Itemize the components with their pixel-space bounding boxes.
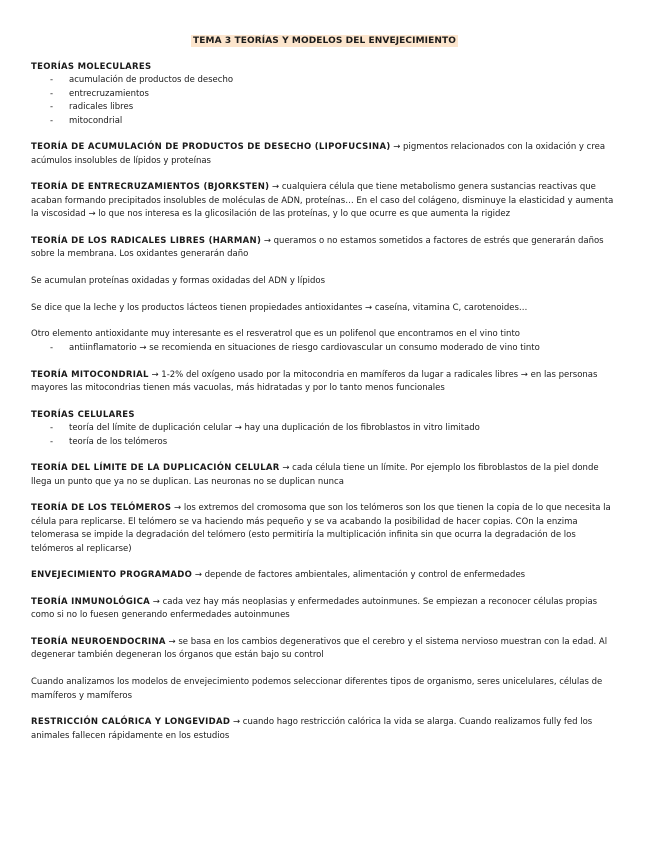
list-item: - teoría de los telómeros	[31, 436, 615, 449]
text-free-radicals: → queramos o no estamos sometidos a factores de estrés que generarán daños sobre la membrana. Los oxidantes generarán daño	[31, 235, 604, 260]
list-item: - antiinflamatorio → se recomienda en situaciones de riesgo cardiovascular un consumo moderado de vino tinto	[31, 342, 615, 355]
paragraph-immunological	[31, 596, 615, 623]
list-item: - teoría del límite de duplicación celular → hay una duplicación de los fibroblastos in vitro limitado	[31, 422, 615, 435]
heading-cellular-theories: TEORÍAS CELULARES	[31, 409, 135, 420]
list-item: - entrecruzamientos	[31, 88, 615, 101]
paragraph-duplication-limit	[31, 462, 615, 489]
term-lipofuscin: TEORÍA DE ACUMULACIÓN DE PRODUCTOS DE DESECHO (LIPOFUCSINA)	[31, 142, 391, 153]
term-duplication-limit: TEORÍA DEL LÍMITE DE LA DUPLICACIÓN CELULAR	[31, 463, 280, 474]
molecular-theories-list	[31, 74, 615, 128]
paragraph-mitochondrial	[31, 369, 615, 396]
heading-molecular-theories: TEORÍAS MOLECULARES	[31, 62, 152, 72]
document-title: TEMA 3 TEORÍAS Y MODELOS DEL ENVEJECIMIENTO	[193, 36, 456, 46]
resveratrol-list	[31, 342, 615, 355]
term-immunological: TEORÍA INMUNOLÓGICA	[31, 596, 151, 607]
term-free-radicals: TEORÍA DE LOS RADICALES LIBRES (HARMAN)	[31, 235, 262, 246]
text-duplication-limit: → cada célula tiene un límite. Por ejemplo los fibroblastos de la piel donde llega un punto que ya no se duplican. Las neuronas no se duplican nunca	[31, 463, 599, 487]
paragraph-free-radicals	[31, 235, 615, 262]
term-neuroendocrine: TEORÍA NEUROENDOCRINA	[31, 637, 166, 648]
term-telomeres: TEORÍA DE LOS TELÓMEROS	[31, 503, 172, 514]
paragraph-telomeres	[31, 502, 615, 556]
text-lipofuscin: → pigmentos relacionados con la oxidación y crea acúmulos insolubles de lípidos y proteínas	[31, 142, 606, 166]
paragraph-aging-models: Cuando analizamos los modelos de envejecimiento podemos seleccionar diferentes tipos de organismo, seres unicelulares, células de mamíferos y mamíferos	[31, 677, 603, 701]
term-crosslinking: TEORÍA DE ENTRECRUZAMIENTOS (BJORKSTEN)	[31, 182, 270, 193]
text-crosslinking: → cualquiera célula que tiene metabolismo genera sustancias reactivas que acaban formando precipitados insolubles de moléculas de ADN, proteínas… En el caso del colágeno, disminuye la elasticidad y aumenta la viscosidad → lo que nos interesa es la glicosilación de las proteínas, y lo que ocurre es que aumenta la rigidez	[31, 182, 614, 220]
term-programmed-aging: ENVEJECIMIENTO PROGRAMADO	[31, 570, 193, 581]
title-wrap	[34, 28, 615, 47]
cellular-theories-list	[31, 422, 615, 449]
text-caloric-restriction: → cuando hago restricción calórica la vida se alarga. Cuando realizamos fully fed los animales fallecen rápidamente en los estudios	[31, 717, 593, 741]
list-item: - mitocondrial	[31, 115, 615, 128]
list-item: - acumulación de productos de desecho	[31, 74, 615, 87]
text-immunological: → cada vez hay más neoplasias y enfermedades autoinmunes. Se empiezan a reconocer células propias como si no lo fuesen generando enfermedades autoinmunes	[31, 596, 598, 621]
paragraph-resveratrol: Otro elemento antioxidante muy interesante es el resveratrol que es un polifenol que encontramos en el vino tinto	[31, 329, 520, 340]
paragraph-caloric-restriction	[31, 716, 615, 743]
text-neuroendocrine: → se basa en los cambios degenerativos que el cerebro y el sistema nervioso muestran con la edad. Al degenerar también degeneran los órganos que están bajo su control	[31, 637, 608, 661]
term-caloric-restriction: RESTRICCIÓN CALÓRICA Y LONGEVIDAD	[31, 717, 231, 728]
text-telomeres: → los extremos del cromosoma que son los telómeros son los que tienen la copia de lo que necesita la célula para replicarse. El telómero se va haciendo más pequeño y se va acabando la posibilidad de hacer copias. COn la enzima telomerasa se impide la degradación del telómero (esto permitiría la multiplicación infinita sin que ocurra la degradación de los telómeros al replicarse)	[31, 503, 611, 554]
paragraph-dairy-antioxidants: Se dice que la leche y los productos lácteos tienen propiedades antioxidantes → caseína, vitamina C, carotenoides…	[31, 302, 528, 313]
list-item: - radicales libres	[31, 101, 615, 114]
text-programmed-aging: → depende de factores ambientales, alimentación y control de enfermedades	[192, 570, 526, 581]
paragraph-crosslinking	[31, 181, 615, 221]
term-mitochondrial: TEORÍA MITOCONDRIAL	[31, 369, 149, 380]
paragraph-programmed-aging	[31, 569, 615, 582]
paragraph-neuroendocrine	[31, 636, 615, 663]
paragraph-oxidized-proteins: Se acumulan proteínas oxidadas y formas oxidadas del ADN y lípidos	[31, 276, 326, 287]
paragraph-lipofuscin	[31, 141, 615, 168]
text-mitochondrial: → 1-2% del oxígeno usado por la mitocondria en mamíferos da lugar a radicales libres → en las personas mayores las mitocondrias tienen más vacuolas, más hidratadas y por lo tanto menos funcionales	[31, 369, 598, 393]
